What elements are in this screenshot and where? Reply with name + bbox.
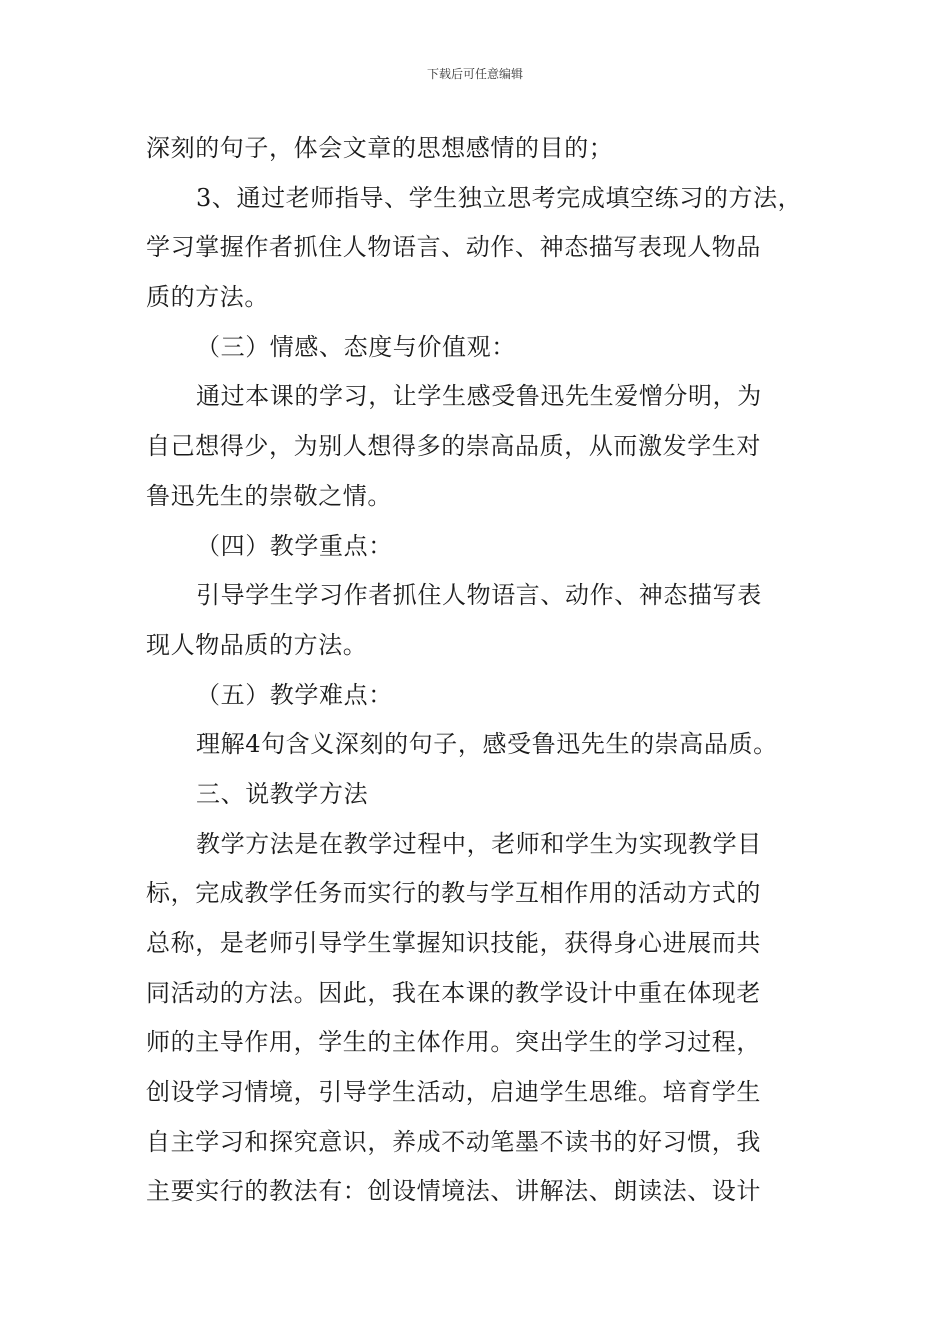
page-header [0, 66, 950, 82]
text-line: 学习掌握作者抓住人物语言、动作、神态描写表现人物品 [146, 233, 761, 262]
header-text: 下载后可任意编辑 [426, 67, 523, 81]
text-line: 标，完成教学任务而实行的教与学互相作用的活动方式的 [146, 879, 761, 908]
text-line: 现人物品质的方法。 [146, 630, 368, 659]
section-heading: （四）教学重点： [196, 531, 393, 560]
text-line: 深刻的句子，体会文章的思想感情的目的； [146, 134, 614, 162]
text-line: 引导学生学习作者抓住人物语言、动作、神态描写表 [196, 581, 762, 610]
text-line: 自己想得少，为别人想得多的崇高品质，从而激发学生对 [146, 432, 761, 461]
text-line: 通过本课的学习，让学生感受鲁迅先生爱憎分明，为 [196, 382, 762, 411]
section-heading: （五）教学难点： [196, 680, 393, 709]
text-line: 教学方法是在教学过程中，老师和学生为实现教学目 [196, 829, 762, 858]
text-line: 质的方法。 [146, 283, 269, 312]
text-line: 自主学习和探究意识，养成不动笔墨不读书的好习惯，我 [146, 1127, 761, 1156]
section-heading: （三）情感、态度与价值观： [196, 332, 516, 361]
text-line: 同活动的方法。因此，我在本课的教学设计中重在体现老 [146, 978, 761, 1007]
text-line: 总称，是老师引导学生掌握知识技能，获得身心进展而共 [146, 929, 761, 957]
text-line: 创设学习情境，引导学生活动，启迪学生思维。培育学生 [146, 1078, 761, 1107]
text-line: 3、通过老师指导、学生独立思考完成填空练习的方法， [196, 183, 803, 212]
text-line: 师的主导作用，学生的主体作用。突出学生的学习过程， [146, 1028, 761, 1057]
text-line: 鲁迅先生的崇敬之情。 [146, 481, 392, 510]
text-line: 理解4句含义深刻的句子，感受鲁迅先生的崇高品质。 [196, 730, 778, 759]
document-body [146, 124, 816, 1217]
section-heading: 三、说教学方法 [196, 779, 369, 808]
text-line: 主要实行的教法有：创设情境法、讲解法、朗读法、设计 [146, 1177, 761, 1206]
